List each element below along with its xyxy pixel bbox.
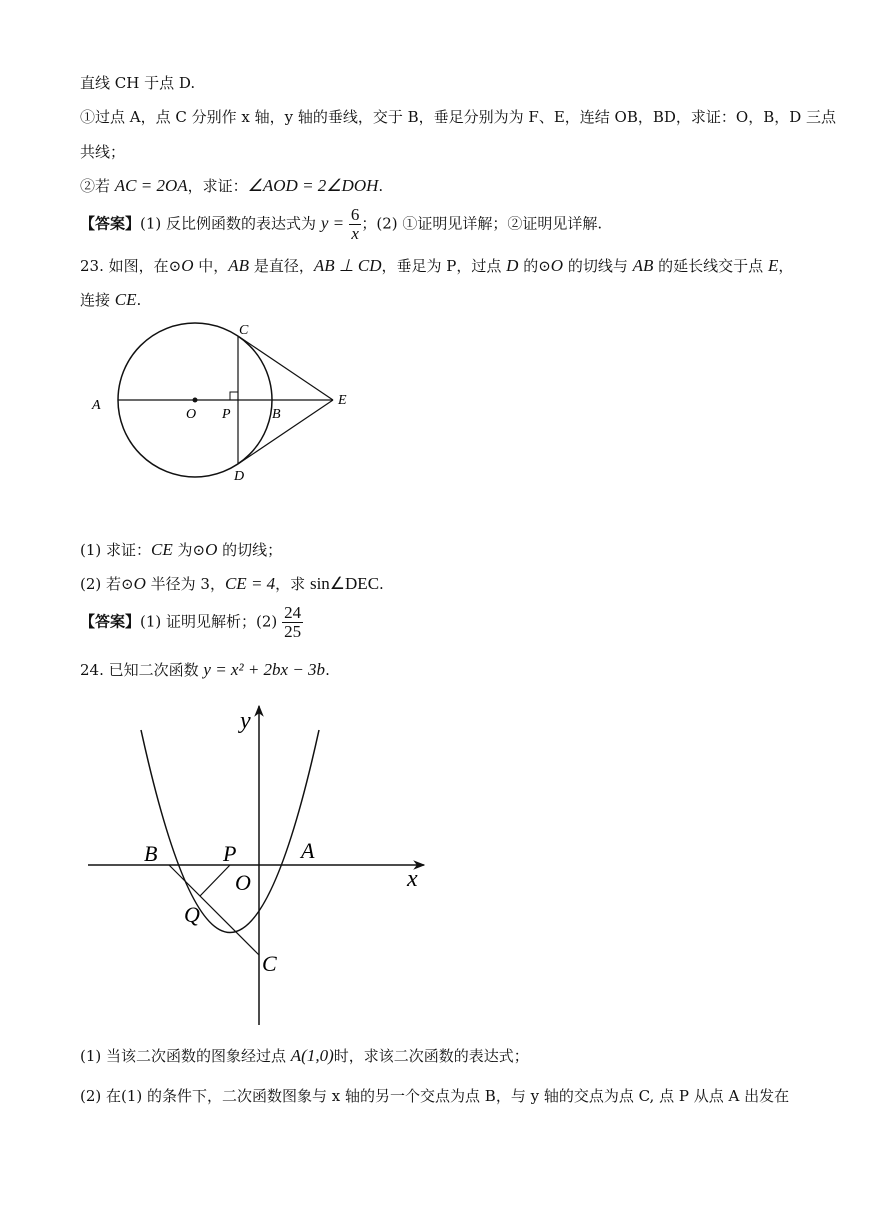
question-23-part-2: (2) 若⊙O 半径为 3，CE = 4，求 sin∠DEC. xyxy=(80,574,384,593)
text-line-4: ②若 AC = 2OA，求证：∠AOD = 2∠DOH. xyxy=(80,176,384,195)
parabola-curve xyxy=(141,730,319,933)
segment-pq xyxy=(200,865,230,896)
label-c: C xyxy=(262,951,277,976)
label-x: x xyxy=(407,866,418,892)
text-line-1: 直线 CH 于点 D. xyxy=(80,74,196,92)
label-a: A xyxy=(92,398,101,413)
label-a: A xyxy=(301,838,315,863)
question-23-line-2: 连接 CE. xyxy=(80,290,142,309)
line-de xyxy=(238,400,333,464)
label-p: P xyxy=(222,407,231,422)
label-e: E xyxy=(338,393,347,408)
circle-tangent-figure xyxy=(80,320,380,490)
label-o: O xyxy=(235,870,251,895)
question-24-part-1: (1) 当该二次函数的图象经过点 A(1,0)时，求该二次函数的表达式； xyxy=(80,1046,529,1065)
label-c: C xyxy=(239,323,249,338)
question-23-line-1: 23. 如图，在⊙O 中，AB 是直径，AB ⊥ CD，垂足为 P，过点 D 的⊙O 的切线与 AB 的延长线交于点 E， xyxy=(80,256,794,275)
answer-line-1: 【答案】(1) 反比例函数的表达式为 y = $\frac{6}{x}$ ；(2) ①证明见详解；②证明见详解. xyxy=(80,205,603,243)
text-line-2: ①过点 A，点 C 分别作 x 轴，y 轴的垂线，交于 B，垂足分别为为 F、E，连结 OB，BD，求证：O，B，D 三点 xyxy=(80,108,837,126)
fraction-24-over-25: $\frac{24}{25}$ xyxy=(284,603,302,641)
question-24-line-1: 24. 已知二次函数 y = x² + 2bx − 3b. xyxy=(80,660,330,679)
right-angle-mark xyxy=(230,392,238,400)
label-p: P xyxy=(223,841,237,866)
line-ce xyxy=(238,336,333,400)
label-b: B xyxy=(272,407,281,422)
center-dot xyxy=(193,398,198,403)
label-o: O xyxy=(186,407,197,422)
label-q: Q xyxy=(184,902,200,927)
question-24-part-2: (2) 在(1) 的条件下，二次函数图象与 x 轴的另一个交点为点 B，与 y 轴的交点为点 C, 点 P 从点 A 出发在 xyxy=(80,1087,790,1105)
fraction-6-over-x: $\frac{6}{x}$ xyxy=(350,205,360,243)
question-23-part-1: (1) 求证：CE 为⊙O 的切线； xyxy=(80,540,283,559)
answer-line-2: 【答案】(1) 证明见解析；(2) $\frac{24}{25}$ xyxy=(80,603,302,641)
label-y: y xyxy=(240,708,251,734)
label-d: D xyxy=(234,469,245,484)
label-b: B xyxy=(144,841,158,866)
parabola-figure xyxy=(80,700,440,1030)
text-line-3: 共线； xyxy=(80,143,126,161)
